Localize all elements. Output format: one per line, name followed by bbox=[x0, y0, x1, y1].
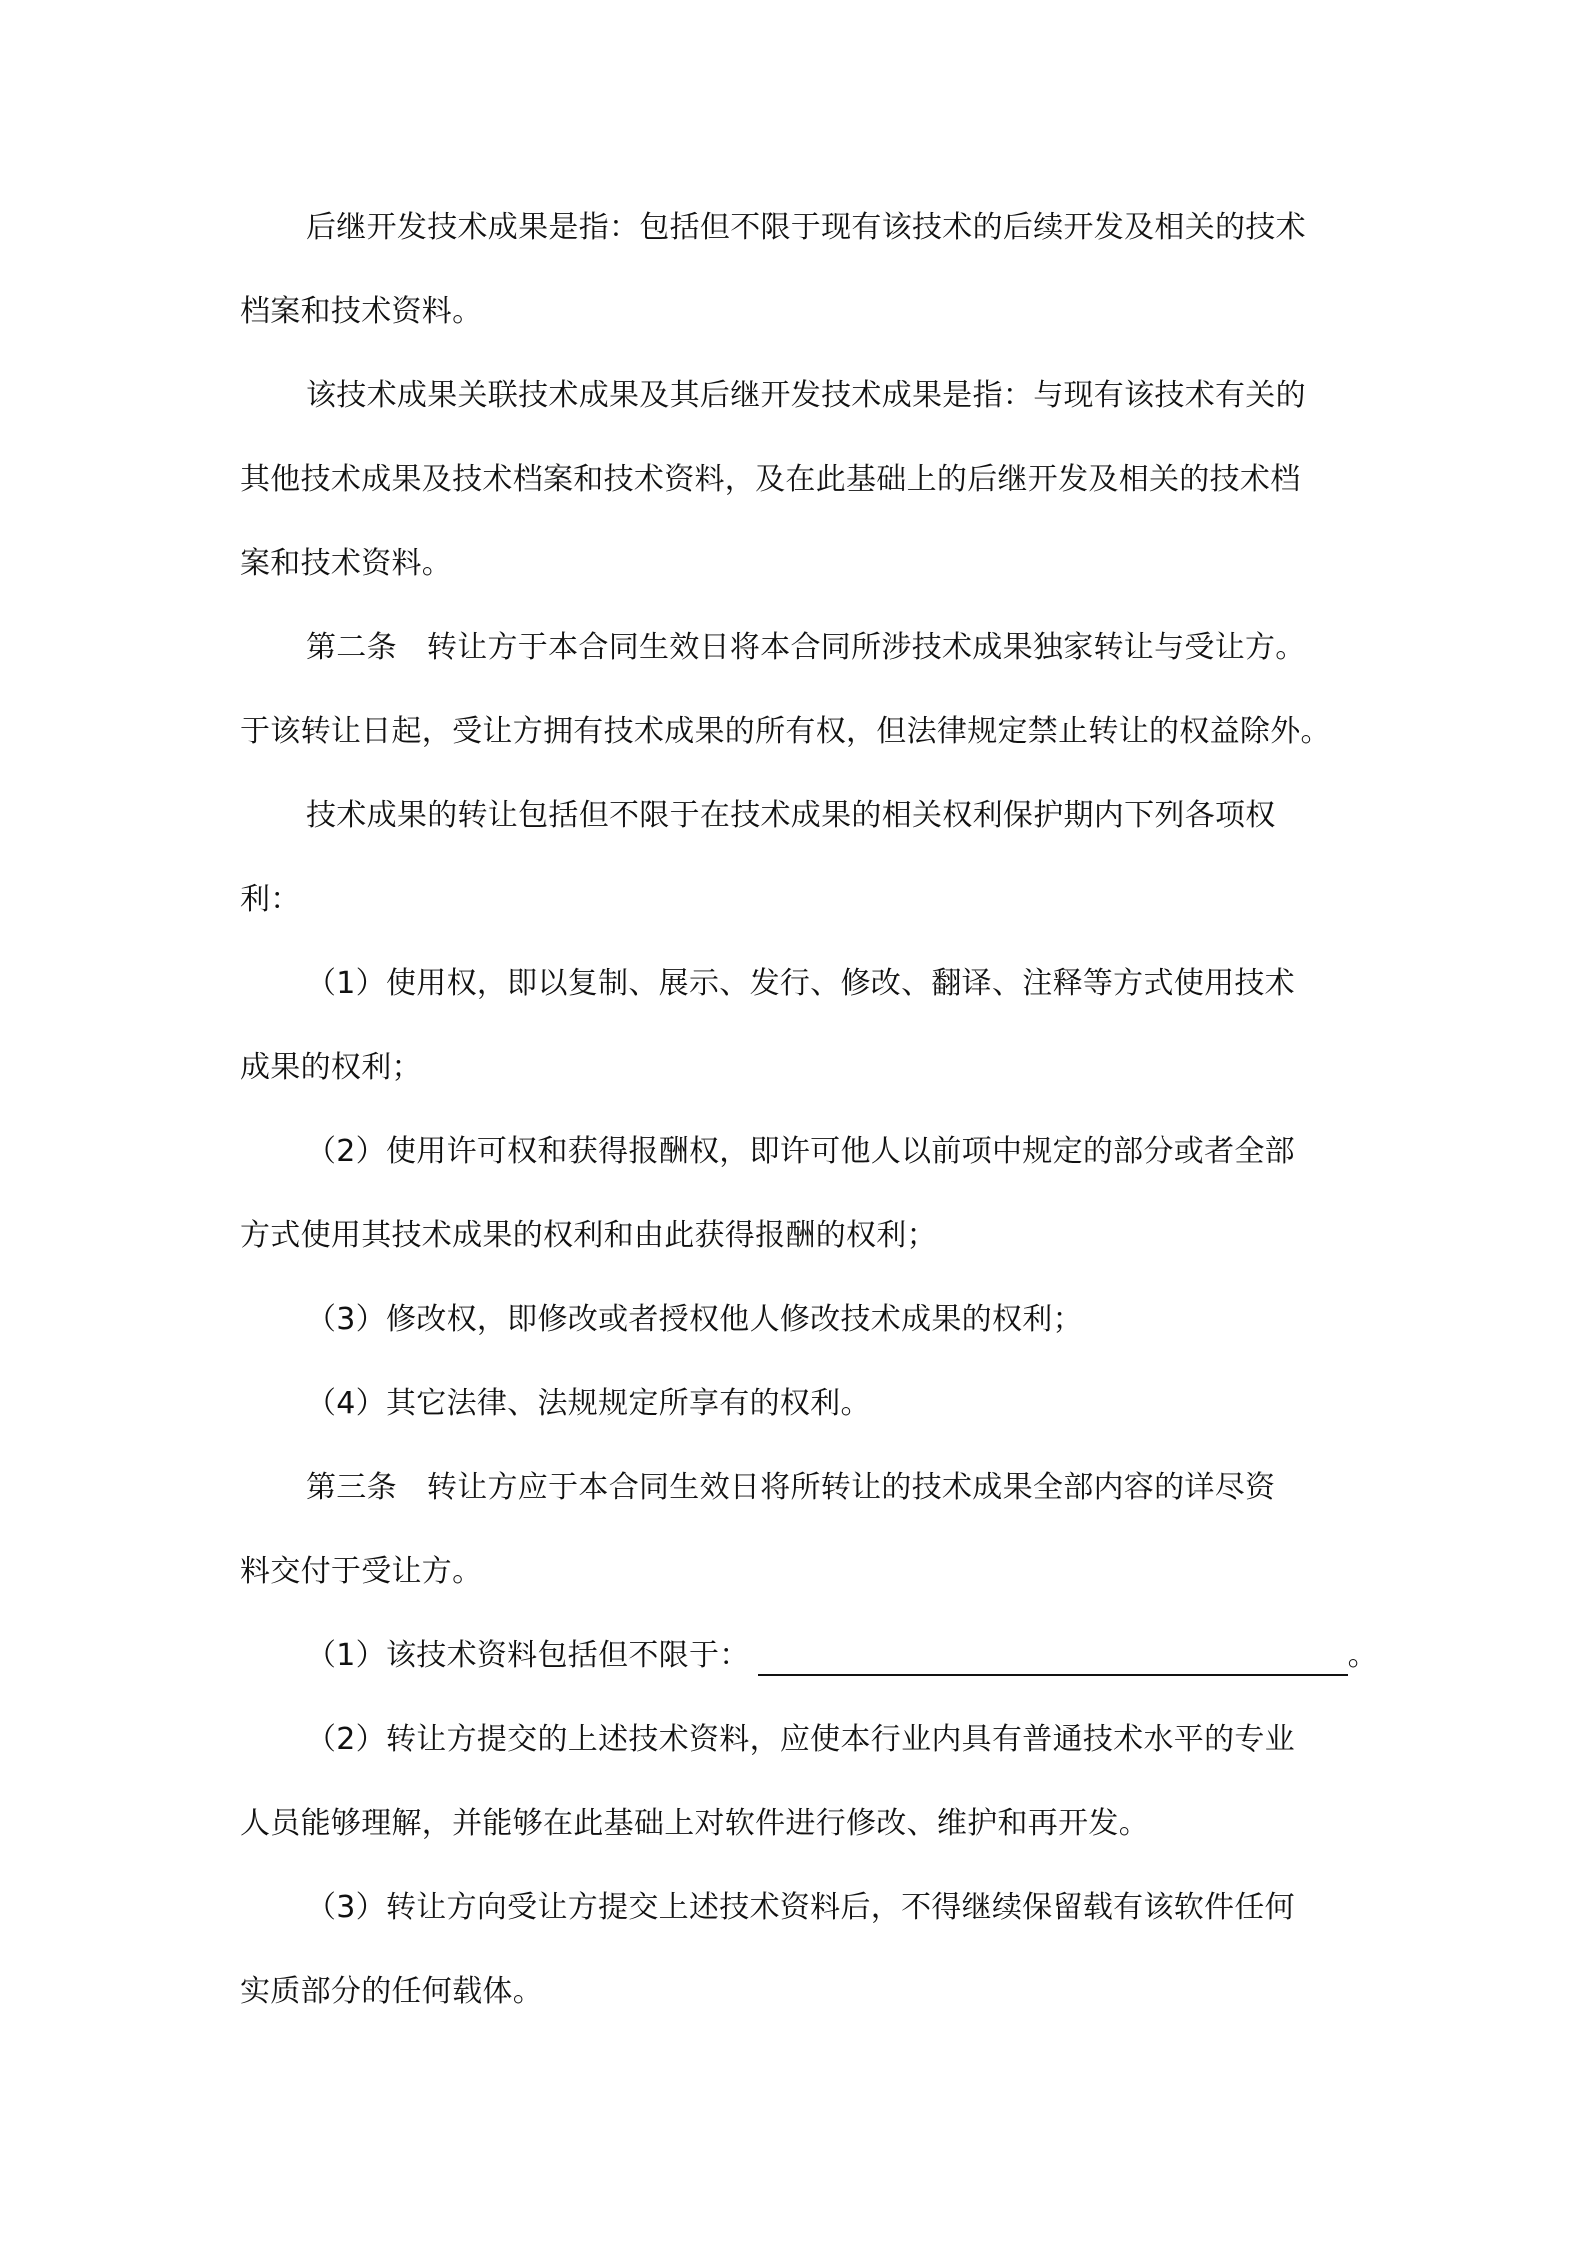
article-3-label: 第三条 bbox=[306, 1470, 397, 1505]
paragraph-line: 案和技术资料。 bbox=[240, 546, 453, 581]
blank-period: 。 bbox=[1347, 1638, 1378, 1673]
paragraph-line: 后继开发技术成果是指：包括但不限于现有该技术的后续开发及相关的技术 bbox=[306, 210, 1306, 245]
paragraph-line: 实质部分的任何载体。 bbox=[240, 1974, 543, 2009]
paragraph-line: 成果的权利； bbox=[240, 1050, 422, 1085]
list-item-text: （1）该技术资料包括但不限于： bbox=[306, 1638, 750, 1673]
article-3-line bbox=[306, 1468, 1275, 1508]
list-item: （4）其它法律、法规规定所享有的权利。 bbox=[306, 1386, 871, 1421]
list-item: （3）修改权，即修改或者授权他人修改技术成果的权利； bbox=[306, 1302, 1083, 1337]
list-item: （3）转让方向受让方提交上述技术资料后，不得继续保留载有该软件任何 bbox=[306, 1890, 1295, 1925]
paragraph-line: 技术成果的转让包括但不限于在技术成果的相关权利保护期内下列各项权 bbox=[306, 798, 1276, 833]
paragraph-line: 人员能够理解，并能够在此基础上对软件进行修改、维护和再开发。 bbox=[240, 1806, 1149, 1841]
list-item: （2）使用许可权和获得报酬权，即许可他人以前项中规定的部分或者全部 bbox=[306, 1134, 1295, 1169]
fill-in-blank-line bbox=[758, 1644, 1348, 1676]
list-item-with-blank bbox=[306, 1636, 1378, 1676]
paragraph-line: 利： bbox=[240, 882, 301, 917]
paragraph-line: 方式使用其技术成果的权利和由此获得报酬的权利； bbox=[240, 1218, 937, 1253]
article-2-line bbox=[306, 628, 1306, 668]
article-3-text: 转让方应于本合同生效日将所转让的技术成果全部内容的详尽资 bbox=[426, 1470, 1276, 1505]
paragraph-line: 档案和技术资料。 bbox=[240, 294, 483, 329]
paragraph-line: 料交付于受让方。 bbox=[240, 1554, 483, 1589]
paragraph-line: 该技术成果关联技术成果及其后继开发技术成果是指：与现有该技术有关的 bbox=[306, 378, 1306, 413]
list-item: （1）使用权，即以复制、展示、发行、修改、翻译、注释等方式使用技术 bbox=[306, 966, 1295, 1001]
article-2-label: 第二条 bbox=[306, 630, 397, 665]
paragraph-line: 于该转让日起，受让方拥有技术成果的所有权，但法律规定禁止转让的权益除外。 bbox=[240, 714, 1331, 749]
list-item: （2）转让方提交的上述技术资料，应使本行业内具有普通技术水平的专业 bbox=[306, 1722, 1295, 1757]
article-2-text: 转让方于本合同生效日将本合同所涉技术成果独家转让与受让方。 bbox=[426, 630, 1306, 665]
paragraph-line: 其他技术成果及技术档案和技术资料，及在此基础上的后继开发及相关的技术档 bbox=[240, 462, 1301, 497]
